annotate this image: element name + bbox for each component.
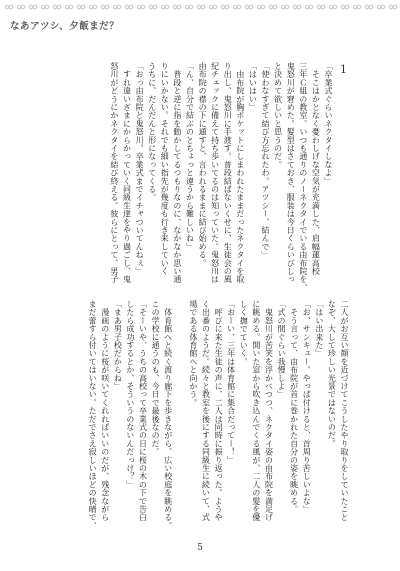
- lower-text-block: [50, 300, 350, 530]
- text-line: 「ん、自分で結ぶのとちょっと違うから難しいね」: [185, 62, 195, 251]
- border-knot-icon: [220, 3, 230, 11]
- text-line: 「式の間ぐらい我慢しよ」: [277, 300, 287, 399]
- border-knot-icon: [256, 3, 266, 11]
- border-knot-icon: [268, 3, 278, 11]
- text-line: 「まあ男子校だからね」: [113, 300, 123, 391]
- text-line: [174, 300, 187, 522]
- border-knot-icon: [28, 3, 38, 11]
- border-knot-icon: [160, 3, 170, 11]
- text-line: 「卒業式ぐらいネクタイしなよ」: [324, 62, 333, 185]
- text-line: り出し、鬼怒川に手渡す。普段結ばないくせに、生徒会の風: [223, 62, 233, 284]
- border-knot-icon: [376, 3, 386, 11]
- text-line: 普段と逆に指を動かしてるつもりなのに、なかなか思い通: [172, 62, 182, 284]
- border-knot-icon: [316, 3, 326, 11]
- text-line: りにいかない。それでも細い指先が幾度も行き来していく: [160, 62, 170, 276]
- text-line: に眺める。開いた窓から吹き込んでくる風が、二人の髪を優: [251, 300, 261, 522]
- text-line: 三年Ｃ組の教室。いつも通りのノーネクタイでいる由布院を、: [298, 62, 308, 292]
- border-knot-icon: [340, 3, 350, 11]
- text-line: 「お、サンキュー。やっぱ付けると、首周り苦しいよな」: [302, 300, 312, 514]
- text-line: 場である体育館へと向かう。: [188, 300, 198, 407]
- text-line: うちに、だんだんと形になってくる。: [147, 62, 157, 202]
- decorative-border: [0, 0, 400, 14]
- text-line: 「はい出来た」: [314, 300, 324, 358]
- page-number: 5: [197, 543, 203, 553]
- text-line: 呼びに来た生徒の声に、二人は同時に振り返った。ようや: [214, 300, 224, 522]
- text-line: なぞ、大して珍しい光景ではないのだ。: [327, 300, 337, 448]
- border-knot-icon: [328, 3, 338, 11]
- border-knot-icon: [64, 3, 74, 11]
- text-line: そこはかとなく憂わしげな空気が充満した、肩幅蓮高校: [311, 62, 321, 276]
- border-knot-icon: [76, 3, 86, 11]
- border-knot-icon: [184, 3, 194, 11]
- border-knot-icon: [280, 3, 290, 11]
- border-knot-icon: [352, 3, 362, 11]
- border-knot-icon: [364, 3, 374, 11]
- text-line: 由布院の襟の下に通すと、言われるままに結び始める。: [198, 62, 208, 267]
- border-knot-icon: [304, 3, 314, 11]
- border-knot-icon: [232, 3, 242, 11]
- border-knot-icon: [124, 3, 134, 11]
- border-knot-icon: [208, 3, 218, 11]
- text-line: 「はいはい」: [248, 62, 258, 112]
- text-line: く出番のようだ。続々と教室を後にする同級生に続いて、式: [201, 300, 211, 522]
- text-line: まだ蕾すら付いてはいない。ただでさえ寂しいほどの快晴で、: [88, 300, 98, 530]
- text-line: この学校に通うのも、今日で最後なのだ。: [151, 300, 161, 456]
- border-knot-icon: [112, 3, 122, 11]
- upper-text-block: [44, 62, 334, 292]
- border-knot-icon: [4, 3, 14, 11]
- border-knot-icon: [244, 3, 254, 11]
- text-line: と決めて欲しいと思うのだ。: [273, 62, 283, 169]
- text-line: 怒川がどうにかネクタイを結び終える。彼らにとって、男子: [109, 62, 119, 284]
- border-knot-icon: [172, 3, 182, 11]
- border-knot-icon: [40, 3, 50, 11]
- text-line: 鬼怒川が窘めた。髪型はさておき、服装は今日くらいびしっ: [286, 62, 296, 284]
- text-line: 「そーいや、うちの高校って卒業式の日に桜の木の下で告白: [138, 300, 148, 522]
- text-line: そう言って、由布院が首に巻かれた自分の姿を眺める。: [289, 300, 299, 514]
- text-line: 体育館へと続く渡り廊下を歩きながら、広い校庭を眺める。: [163, 300, 173, 530]
- text-line: 鬼怒川が苦笑を浮かべつつ、ネクタイ姿の由布院を満足げ: [264, 300, 274, 522]
- text-line: 二人がお互い顔を近づけてこうしたやり取りをしていたこと: [340, 300, 349, 522]
- text-line: 漫画のように桜が咲いてくれればいいのだが、残念ながら: [100, 300, 110, 522]
- border-knot-icon: [100, 3, 110, 11]
- text-line: すれ違いざまにからかっていく同級生達をやり過ごし、鬼: [122, 62, 132, 284]
- text-line: したら成功するとか、そういうのないんだっけ？」: [125, 300, 135, 489]
- border-knot-icon: [88, 3, 98, 11]
- chapter-number: 1: [340, 63, 347, 76]
- border-knot-icon: [148, 3, 158, 11]
- border-knot-icon: [388, 3, 398, 11]
- border-knot-icon: [136, 3, 146, 11]
- border-knot-icon: [292, 3, 302, 11]
- text-line: 由布院が胸ポケットにしまわれたままだったネクタイを取: [235, 62, 245, 284]
- text-line: しく撫でていく。: [239, 300, 249, 366]
- border-knot-icon: [196, 3, 206, 11]
- border-knot-icon: [16, 3, 26, 11]
- text-line: 「使わなすぎて結び方忘れたわ。アツシー、結んで」: [261, 62, 271, 259]
- book-title: なあアツシ、夕飯まだ？: [10, 21, 120, 32]
- text-line: 「おーい、三年は体育館に集合だってー！」: [226, 300, 236, 464]
- text-line: 「おっ由布院と鬼怒川、卒業式までイチャついてんねぇ」: [135, 62, 145, 276]
- border-knot-icon: [52, 3, 62, 11]
- text-line: 紀チェックに備えて持ち歩いてるのは知っていた。鬼怒川は: [210, 62, 220, 284]
